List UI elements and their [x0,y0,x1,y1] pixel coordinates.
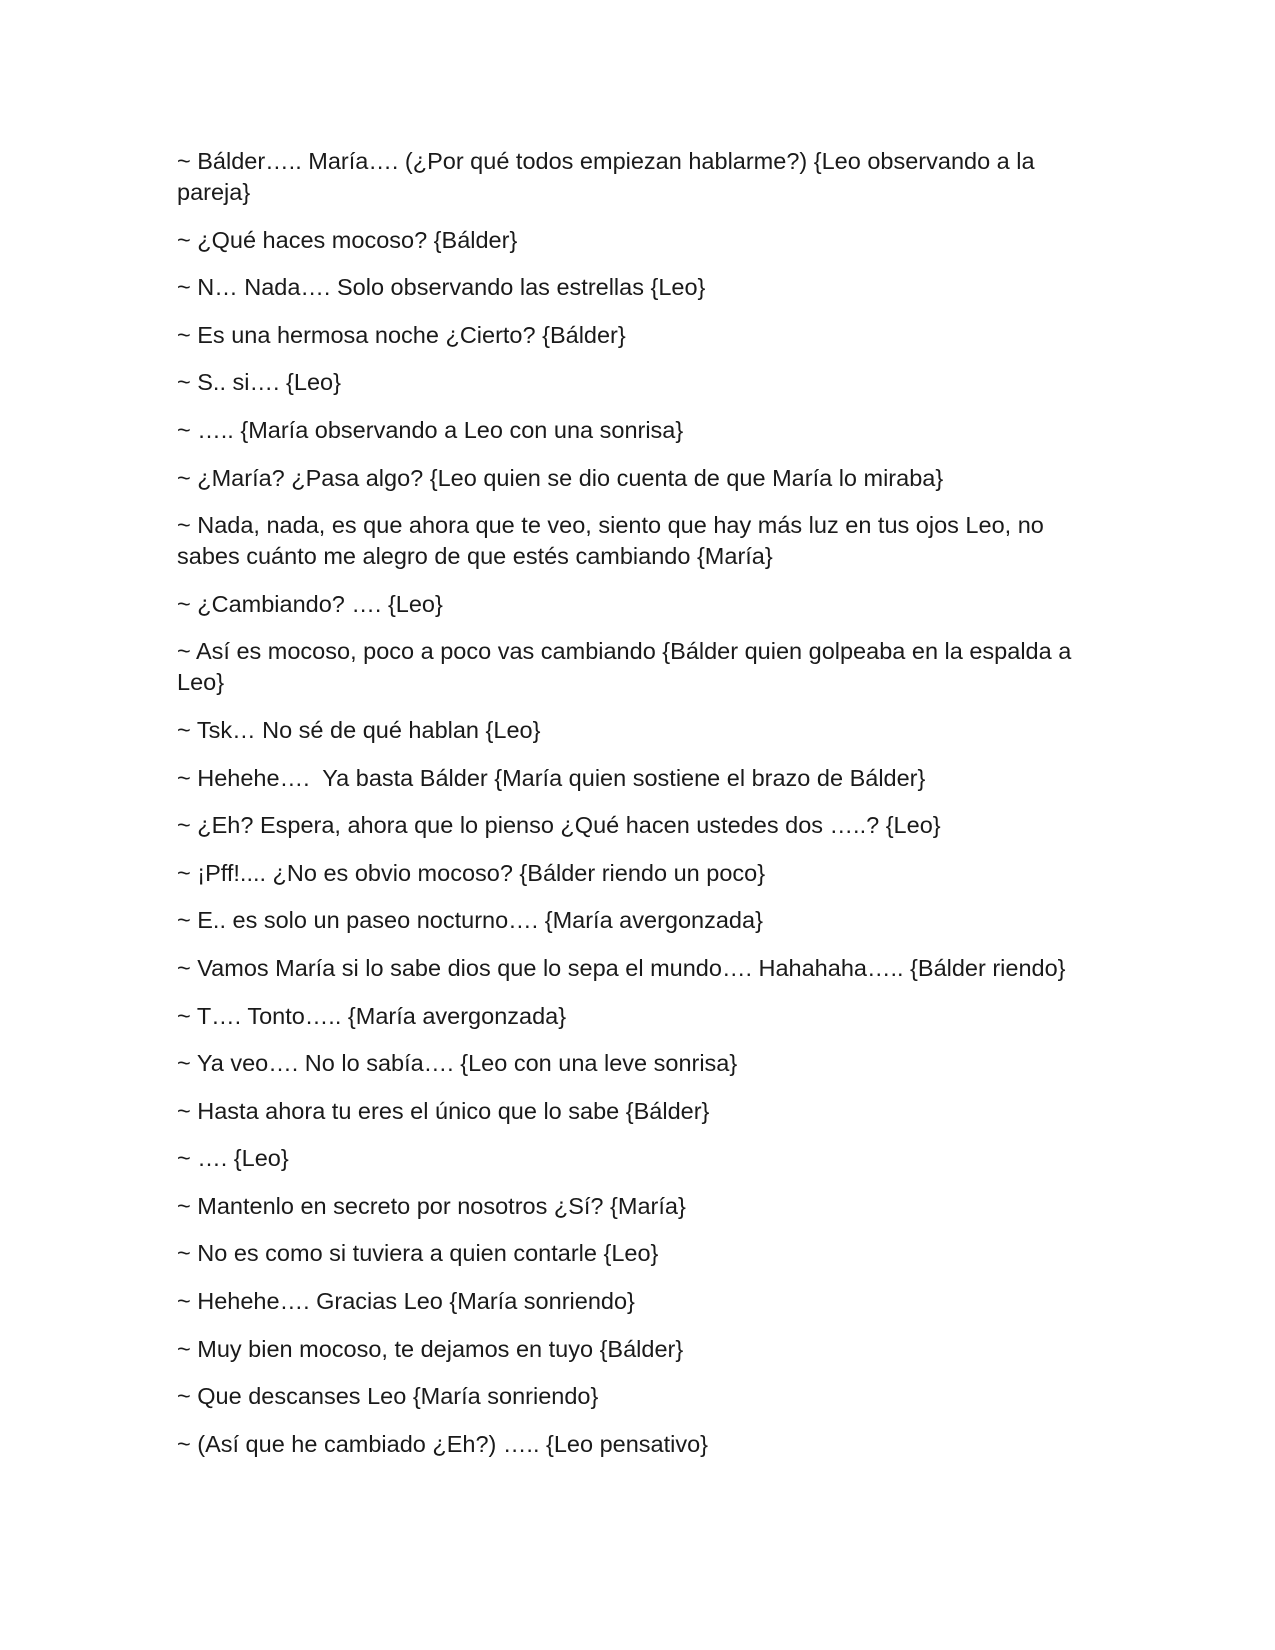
dialogue-line-6: ~ ….. {María observando a Leo con una sonrisa} [177,416,684,443]
dialogue-line-14: ~ ¡Pff!.... ¿No es obvio mocoso? {Bálder riendo un poco} [177,859,766,886]
dialogue-line-23: ~ Hehehe…. Gracias Leo {María sonriendo} [177,1288,635,1315]
dialogue-text [177,146,1098,1476]
dialogue-line-16: ~ Vamos María si lo sabe dios que lo sepa el mundo…. Hahahaha….. {Bálder riendo} [177,954,1066,981]
dialogue-line-18: ~ Ya veo…. No lo sabía…. {Leo con una leve sonrisa} [177,1050,738,1077]
dialogue-line-12: ~ Hehehe…. Ya basta Bálder {María quien sostiene el brazo de Bálder} [177,764,926,791]
dialogue-line-9: ~ ¿Cambiando? …. {Leo} [177,590,443,617]
dialogue-line-25: ~ Que descanses Leo {María sonriendo} [177,1383,599,1410]
dialogue-line-3: ~ N… Nada…. Solo observando las estrellas {Leo} [177,274,706,301]
dialogue-line-24: ~ Muy bien mocoso, te dejamos en tuyo {Bálder} [177,1335,684,1362]
dialogue-line-5: ~ S.. si…. {Leo} [177,369,341,396]
dialogue-line-10: ~ Así es mocoso, poco a poco vas cambiando {Bálder quien golpeaba en la espalda a Leo} [177,638,1072,696]
dialogue-line-4: ~ Es una hermosa noche ¿Cierto? {Bálder} [177,321,626,348]
dialogue-line-17: ~ T…. Tonto….. {María avergonzada} [177,1002,567,1029]
dialogue-line-8: ~ Nada, nada, es que ahora que te veo, siento que hay más luz en tus ojos Leo, no sabes cuánto me alegro de que estés cambiando {María} [177,512,1044,570]
dialogue-line-2: ~ ¿Qué haces mocoso? {Bálder} [177,226,518,253]
dialogue-line-20: ~ …. {Leo} [177,1145,289,1172]
dialogue-line-22: ~ No es como si tuviera a quien contarle {Leo} [177,1240,659,1267]
dialogue-line-15: ~ E.. es solo un paseo nocturno…. {María avergonzada} [177,907,763,934]
dialogue-line-11: ~ Tsk… No sé de qué hablan {Leo} [177,716,541,743]
dialogue-line-21: ~ Mantenlo en secreto por nosotros ¿Sí? {María} [177,1192,686,1219]
dialogue-line-13: ~ ¿Eh? Espera, ahora que lo pienso ¿Qué hacen ustedes dos …..? {Leo} [177,812,941,839]
dialogue-line-19: ~ Hasta ahora tu eres el único que lo sabe {Bálder} [177,1097,710,1124]
dialogue-line-1: ~ Bálder….. María…. (¿Por qué todos empiezan hablarme?) {Leo observando a la pareja} [177,148,1035,205]
dialogue-line-7: ~ ¿María? ¿Pasa algo? {Leo quien se dio cuenta de que María lo miraba} [177,464,944,491]
dialogue-line-26: ~ (Así que he cambiado ¿Eh?) ….. {Leo pensativo} [177,1430,709,1457]
